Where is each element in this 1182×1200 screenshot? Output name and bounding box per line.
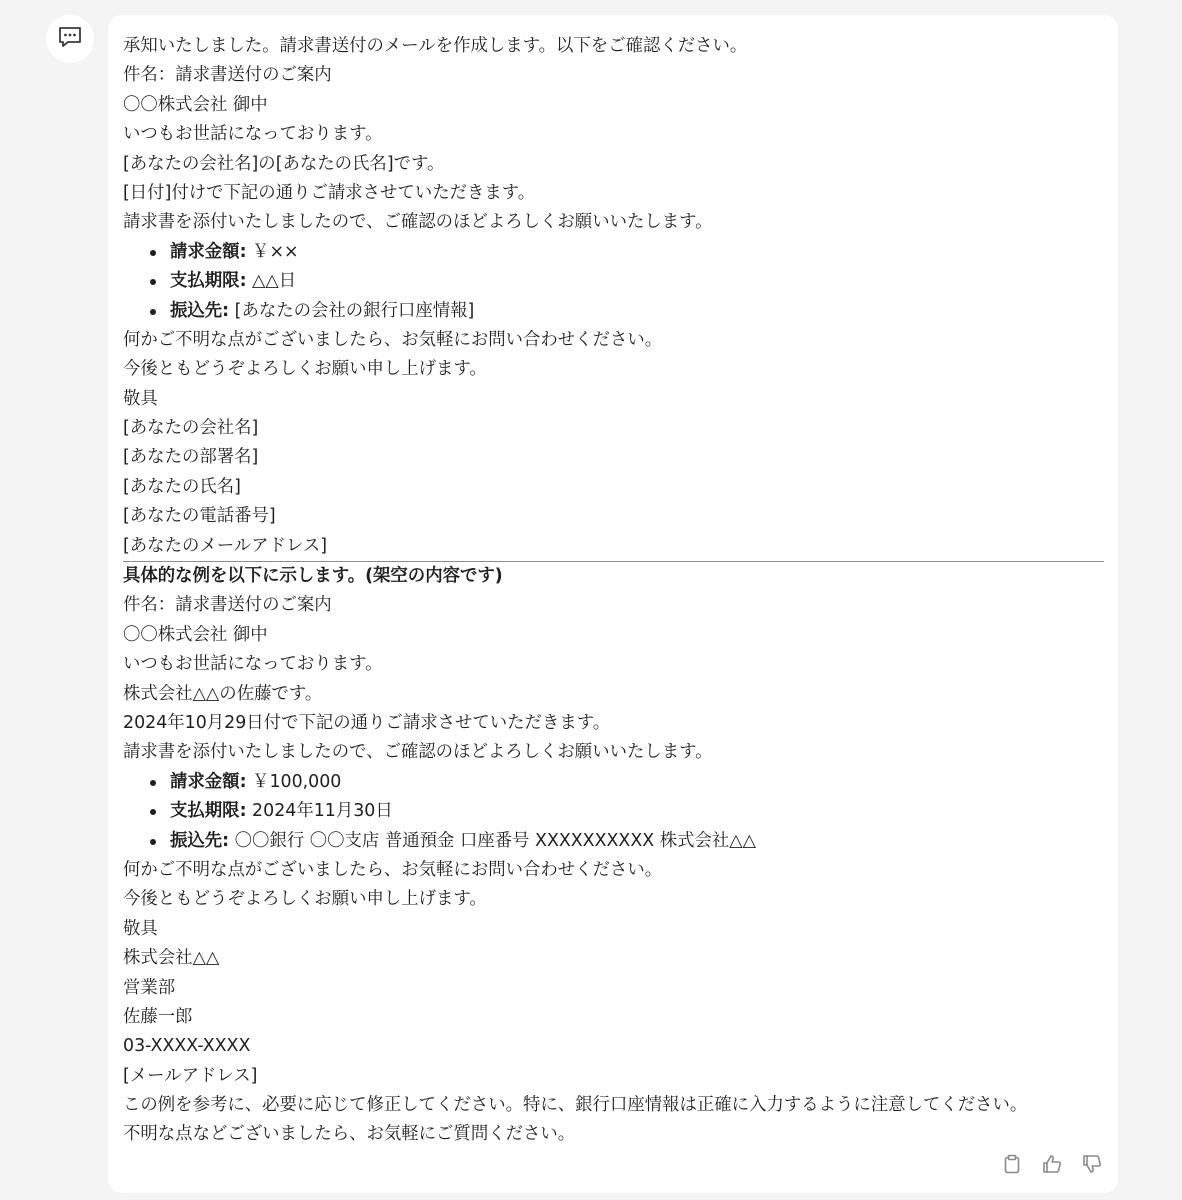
template-bullet-amount bbox=[123, 238, 1104, 267]
chat-bubble-icon bbox=[57, 25, 83, 53]
copy-button[interactable] bbox=[1000, 1154, 1024, 1178]
template-line: [あなたの氏名] bbox=[123, 476, 241, 497]
example-line: 株式会社△△ bbox=[123, 948, 220, 969]
template-line: 〇〇株式会社 御中 bbox=[123, 94, 268, 115]
template-bullet-deadline bbox=[123, 267, 1104, 296]
template-line: [あなたの部署名] bbox=[123, 447, 259, 468]
bullet-value: ￥100,000 bbox=[246, 771, 342, 792]
bullet-value: 2024年11月30日 bbox=[246, 801, 393, 822]
example-line: [メールアドレス] bbox=[123, 1065, 258, 1086]
example-line: 何かご不明な点がございましたら、お気軽にお問い合わせください。 bbox=[123, 859, 663, 880]
message-actions bbox=[1000, 1154, 1104, 1178]
template-line: 敬具 bbox=[123, 388, 158, 409]
example-line: 佐藤一郎 bbox=[123, 1006, 193, 1027]
example-line: 敬具 bbox=[123, 918, 158, 939]
bullet-value: 〇〇銀行 〇〇支店 普通預金 口座番号 XXXXXXXXXX 株式会社△△ bbox=[229, 830, 757, 851]
template-line: 請求書を添付いたしましたので、ご確認のほどよろしくお願いいたします。 bbox=[123, 212, 713, 233]
bullet-label: 請求金額: bbox=[170, 771, 247, 792]
template-line: [あなたの会社名]の[あなたの氏名]です。 bbox=[123, 153, 445, 174]
template-line: [あなたの電話番号] bbox=[123, 506, 276, 527]
template-bullet-bank bbox=[123, 297, 1104, 326]
example-heading: 具体的な例を以下に示します。(架空の内容です) bbox=[123, 566, 503, 587]
dislike-button[interactable] bbox=[1080, 1154, 1104, 1178]
thumbs-up-icon bbox=[1042, 1154, 1062, 1178]
example-line: いつもお世話になっております。 bbox=[123, 654, 383, 675]
template-line: いつもお世話になっております。 bbox=[123, 124, 383, 145]
assistant-avatar bbox=[46, 15, 94, 63]
like-button[interactable] bbox=[1040, 1154, 1064, 1178]
example-line: 営業部 bbox=[123, 977, 176, 998]
example-line: 2024年10月29日付で下記の通りご請求させていただきます。 bbox=[123, 712, 611, 733]
template-line: [あなたのメールアドレス] bbox=[123, 535, 327, 556]
clipboard-icon bbox=[1003, 1154, 1021, 1178]
example-line: 今後ともどうぞよろしくお願い申し上げます。 bbox=[123, 889, 487, 910]
template-line: [日付]付けで下記の通りご請求させていただきます。 bbox=[123, 182, 536, 203]
bullet-label: 振込先: bbox=[170, 830, 230, 851]
example-section bbox=[123, 562, 1104, 1091]
bullet-label: 支払期限: bbox=[170, 801, 247, 822]
closing-section bbox=[123, 1091, 1104, 1150]
template-line: 件名：請求書送付のご案内 bbox=[123, 65, 332, 86]
assistant-message-card bbox=[108, 15, 1118, 1193]
example-line: 株式会社△△の佐藤です。 bbox=[123, 683, 323, 704]
example-bullet-deadline bbox=[123, 797, 1104, 826]
thumbs-down-icon bbox=[1082, 1154, 1102, 1178]
bullet-value: △△日 bbox=[246, 271, 297, 292]
example-line: 〇〇株式会社 御中 bbox=[123, 624, 268, 645]
example-line: 件名：請求書送付のご案内 bbox=[123, 595, 332, 616]
intro-text: 承知いたしました。請求書送付のメールを作成します。以下をご確認ください。 bbox=[123, 36, 748, 56]
template-line: [あなたの会社名] bbox=[123, 418, 259, 439]
example-line: 03-XXXX-XXXX bbox=[123, 1036, 251, 1057]
example-line: 請求書を添付いたしましたので、ご確認のほどよろしくお願いいたします。 bbox=[123, 742, 713, 763]
closing-line: この例を参考に、必要に応じて修正してください。特に、銀行口座情報は正確に入力するように注意してください。 bbox=[123, 1095, 1028, 1116]
bullet-label: 支払期限: bbox=[170, 271, 247, 292]
bullet-label: 請求金額: bbox=[170, 241, 247, 262]
example-bullet-amount bbox=[123, 768, 1104, 797]
closing-line: 不明な点などございましたら、お気軽にご質問ください。 bbox=[123, 1124, 576, 1145]
bullet-value: [あなたの会社の銀行口座情報] bbox=[229, 300, 475, 321]
bullet-label: 振込先: bbox=[170, 300, 230, 321]
example-bullet-bank bbox=[123, 827, 1104, 856]
template-line: 今後ともどうぞよろしくお願い申し上げます。 bbox=[123, 359, 487, 380]
template-line: 何かご不明な点がございましたら、お気軽にお問い合わせください。 bbox=[123, 329, 663, 350]
bullet-value: ￥×× bbox=[246, 241, 299, 262]
template-section bbox=[123, 61, 1104, 561]
